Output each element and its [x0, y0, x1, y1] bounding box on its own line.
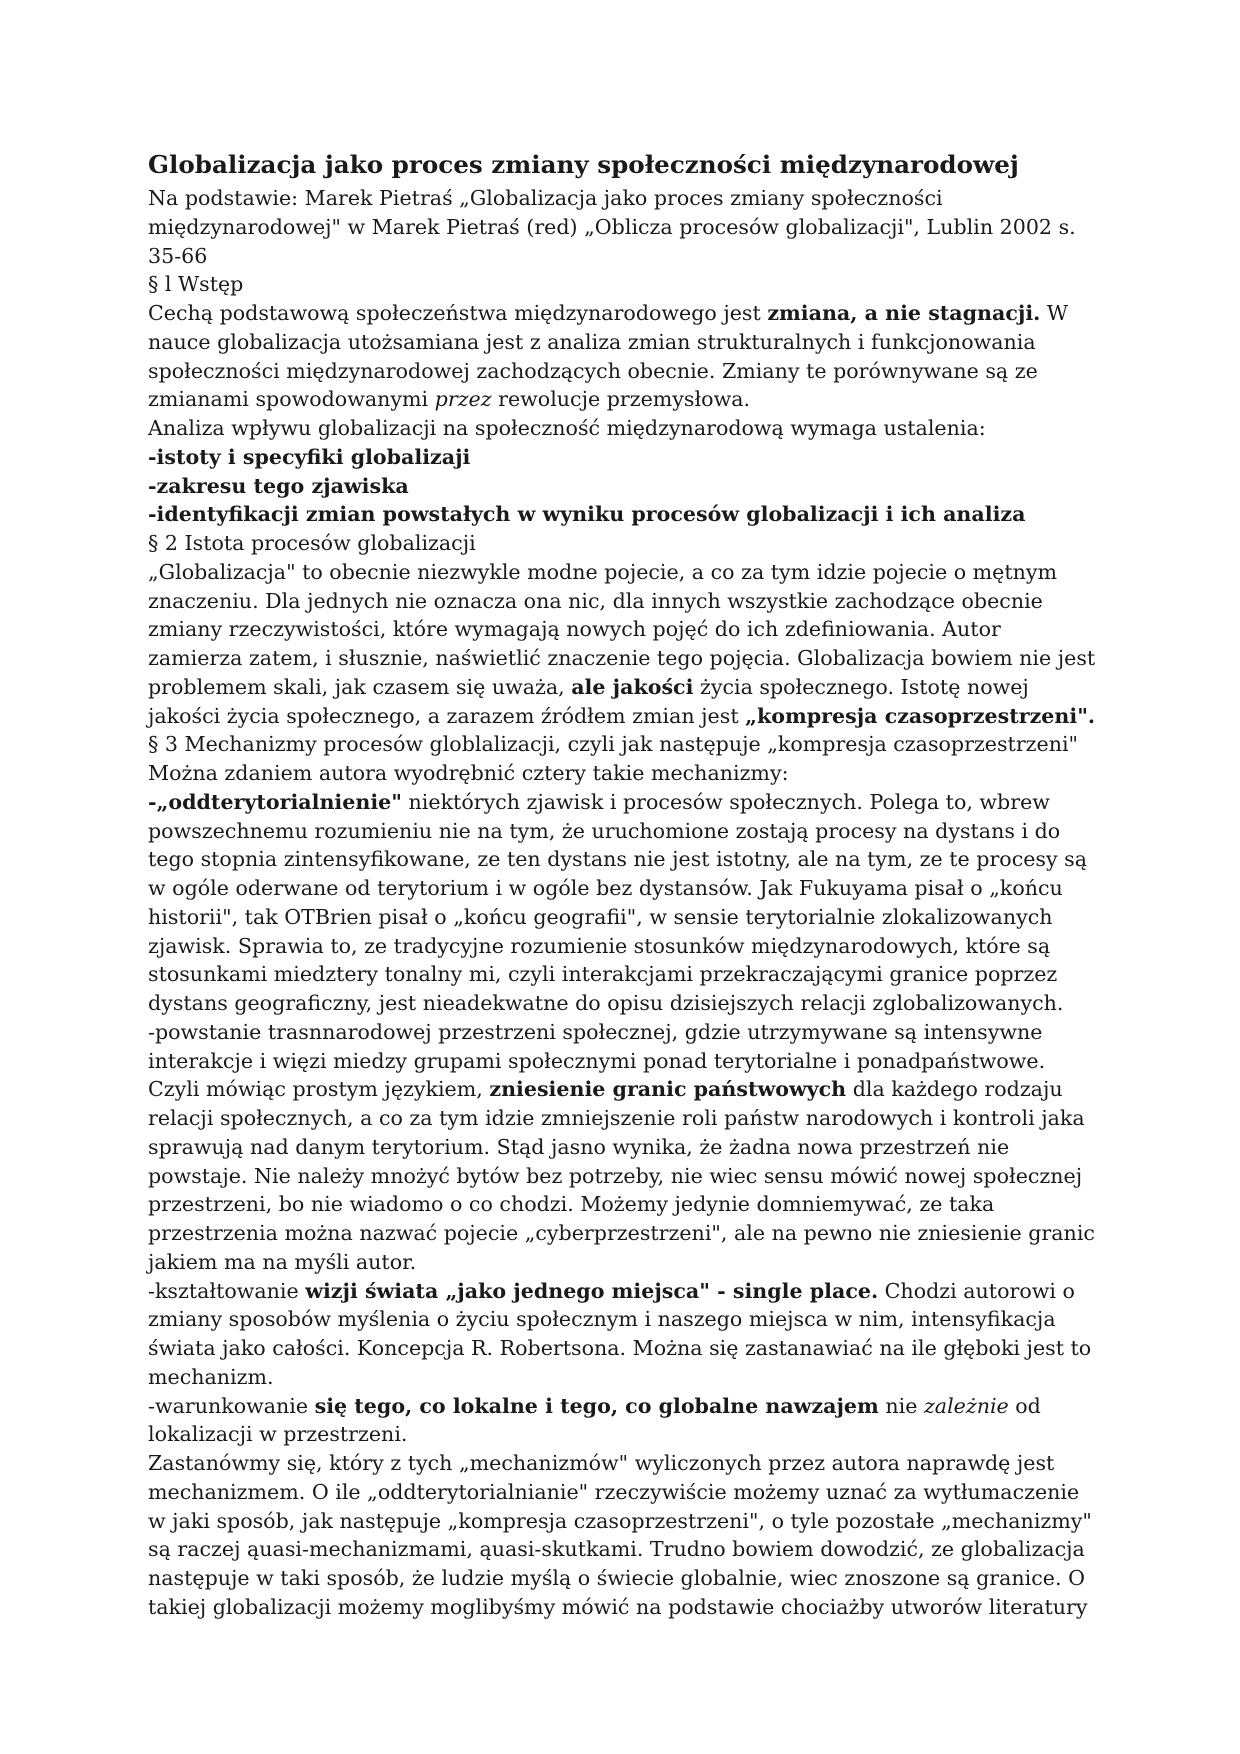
- paragraph-conclusion: Zastanówmy się, który z tych „mechanizmów" wyliczonych przez autora naprawdę jest mechanizmem. O ile „oddterytorialnianie" rzeczywiście możemy uznać za wytłumaczenie w jaki sposób, jak następuje „kompresja czasoprzestrzeni", o tyle pozostałe „mechanizmy" są raczej ąuasi-mechanizmami, ąuasi-skutkami. Trudno bowiem dowodzić, ze globalizacja następuje w taki sposób, że ludzie myślą o świecie globalnie, wiec znoszone są granice. O takiej globalizacji możemy moglibyśmy mówić na podstawie chociażby utworów literatury: [148, 1451, 1092, 1619]
- mechanism-item-4: [148, 1392, 1098, 1450]
- list-item: -zakresu tego zjawiska: [148, 473, 409, 498]
- section-heading-essence: § 2 Istota procesów globalizacji: [148, 531, 476, 555]
- text-run: -powstanie trasnnarodowej przestrzeni społecznej, gdzie utrzymywane są intensywne interakcje i więzi miedzy grupami społecznymi ponad terytorialne i ponadpaństwowe. Czyli mówiąc prostym językiem,: [148, 1019, 1046, 1102]
- document-title: Globalizacja jako proces zmiany społeczności międzynarodowej: [148, 150, 1019, 179]
- paragraph-analysis: Analiza wpływu globalizacji na społeczność międzynarodową wymaga ustalenia:: [148, 416, 986, 440]
- text-run: dla każdego rodzaju relacji społecznych, a co za tym idzie zmniejszenie roli państw narodowych i kontroli jaka sprawują nad danym terytorium. Stąd jasno wynika, że żadna nowa przestrzeń nie powstaje. Nie należy mnożyć bytów bez potrzeby, nie wiec sensu mówić nowej społecznej przestrzeni, bo nie wiadomo o co chodzi. Możemy jedynie domniemywać, ze taka przestrzenia można nazwać pojecie „cyberprzestrzeni", ale na pewno nie zniesienie granic jakiem ma na myśli autor.: [148, 1077, 1095, 1274]
- paragraph-essence: [148, 558, 1098, 731]
- document-page: [148, 146, 1098, 1622]
- mechanism-item-2: [148, 1018, 1098, 1277]
- text-run: Cechą podstawową społeczeństwa międzynarodowego jest: [148, 301, 768, 325]
- italic-text: przez: [434, 387, 492, 412]
- text-run: -kształtowanie: [148, 1278, 306, 1303]
- text-run: życia społecznego. Istotę nowej jakości życia społecznego, a zarazem źródłem zmian jest: [148, 674, 1029, 728]
- list-item: -identyfikacji zmian powstałych w wyniku procesów globalizacji i ich analiza: [148, 502, 1026, 527]
- source-citation: Na podstawie: Marek Pietraś „Globalizacja jako proces zmiany społeczności międzynarodowej" w Marek Pietraś (red) „Oblicza procesów globalizacji", Lublin 2002 s. 35-66: [148, 186, 1076, 268]
- mechanism-item-3: [148, 1277, 1098, 1392]
- text-run: rewolucje przemysłowa.: [491, 387, 751, 412]
- paragraph-mechanisms-intro: Można zdaniem autora wyodrębnić cztery takie mechanizmy:: [148, 761, 789, 785]
- text-run: nie: [878, 1393, 924, 1418]
- bold-text: się tego, co lokalne i tego, co globalne nawzajem: [314, 1393, 879, 1418]
- bold-text: wizji świata „jako jednego miejsca" - single place.: [305, 1278, 879, 1303]
- text-run: „Globalizacja" to obecnie niezwykle modne pojecie, a co za tym idzie pojecie o mętnym znaczeniu. Dla jednych nie oznacza ona nic, dla innych wszystkie zachodzące obecnie zmiany rzeczywistości, które wymagają nowych pojęć do ich zdefiniowania. Autor zamierza zatem, i słusznie, naświetlić znaczenie tego pojęcia. Globalizacja bowiem nie jest problemem skali, jak czasem się uważa,: [148, 559, 1096, 699]
- bold-text: zmiana, a nie stagnacji.: [767, 301, 1041, 325]
- bold-text: zniesienie granic państwowych: [489, 1077, 847, 1102]
- paragraph-introduction: [148, 299, 1098, 414]
- bold-text: -„oddterytorialnienie": [148, 789, 402, 814]
- mechanism-item-1: [148, 788, 1098, 1018]
- text-run: niektórych zjawisk i procesów społecznych. Polega to, wbrew powszechnemu rozumieniu nie na tym, że uruchomione zostają procesy na dystans i do tego stopnia zintensyfikowane, ze ten dystans nie jest istotny, ale na tym, ze te procesy są w ogóle oderwane od terytorium i w ogóle bez dystansów. Jak Fukuyama pisał o „końcu historii", tak OTBrien pisał o „końcu geografii", w sensie terytorialnie zlokalizowanych zjawisk. Sprawia to, ze tradycyjne rozumienie stosunków międzynarodowych, które są stosunkami miedztery tonalny mi, czyli interakcjami przekraczającymi granice poprzez dystans geograficzny, jest nieadekwatne do opisu dzisiejszych relacji zglobalizowanych.: [148, 789, 1088, 1015]
- text-run: -warunkowanie: [148, 1393, 315, 1418]
- section-heading-introduction: § l Wstęp: [148, 272, 244, 297]
- text-run: od lokalizacji w przestrzeni.: [148, 1393, 1041, 1447]
- bold-text: „kompresja czasoprzestrzeni".: [745, 703, 1096, 728]
- list-item: -istoty i specyfiki globalizaji: [148, 444, 471, 469]
- section-heading-mechanisms: § 3 Mechanizmy procesów globlalizacji, czyli jak następuje „kompresja czasoprzestrzeni": [148, 732, 1079, 757]
- text-run: Chodzi autorowi o zmiany sposobów myślenia o życiu społecznym i naszego miejsca w nim, intensyfikacja świata jako całości. Koncepcja R. Robertsona. Można się zastanawiać na ile głęboki jest to mechanizm.: [148, 1278, 1092, 1389]
- bold-text: ale jakości: [571, 674, 694, 699]
- text-run: W nauce globalizacja utożsamiana jest z analiza zmian strukturalnych i funkcjonowania społeczności międzynarodowej zachodzących obecnie. Zmiany te porównywane są ze zmianami spowodowanymi: [148, 301, 1069, 412]
- italic-text: zależnie: [923, 1393, 1009, 1418]
